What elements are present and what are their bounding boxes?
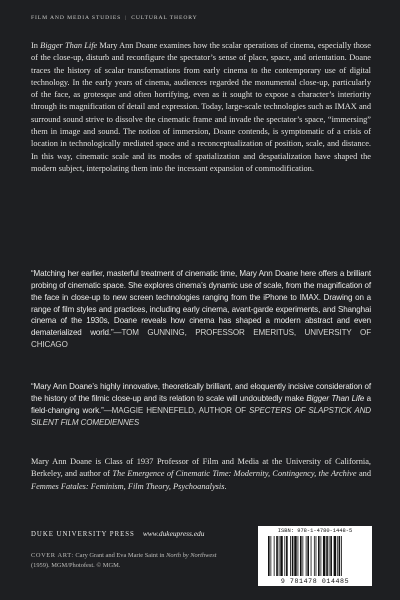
- barcode-bar: [306, 536, 307, 576]
- bio-text: and: [356, 469, 371, 479]
- publisher-line: [31, 529, 204, 538]
- publisher-name: DUKE UNIVERSITY PRESS: [31, 531, 135, 538]
- barcode-bar: [329, 536, 330, 576]
- barcode-bar: [339, 536, 341, 576]
- credit-film-title: North by Northwest: [166, 552, 217, 559]
- attribution-work-title: SPECTERS OF SLAPSTICK AND SILENT FILM COMEDIENNES: [31, 405, 371, 427]
- barcode-bar: [318, 536, 320, 576]
- attribution-dash: —: [113, 328, 122, 338]
- barcode-bar: [330, 536, 332, 576]
- barcode-bar: [276, 536, 278, 576]
- bio-work-title: Femmes Fatales: Feminism, Film Theory, Psychoanalysis: [31, 481, 225, 491]
- barcode-bar: [298, 536, 299, 576]
- bio-text: Mary Ann Doane is Class of 1937 Professor of Film and Media at the University of California, Berkeley, and author of: [31, 457, 371, 479]
- barcode-bar: [284, 536, 285, 576]
- book-description: [31, 40, 371, 175]
- barcode-bar: [314, 536, 315, 576]
- barcode-digits: 9 781478 014485: [280, 578, 350, 585]
- barcode-bar: [279, 536, 280, 576]
- barcode-bar: [274, 536, 275, 576]
- category-cultural-theory: CULTURAL THEORY: [131, 15, 198, 21]
- endorsement-quote-start: “Mary Ann Doane’s highly innovative, theoretically brilliant, and eloquently incisive consideration of the history of the filmic close-up and its relation to scale will undoubtedly make: [31, 382, 371, 403]
- endorsement-gunning: [31, 268, 371, 351]
- barcode-bar: [290, 536, 291, 576]
- barcode-bar: [268, 536, 270, 576]
- barcode-bar: [320, 536, 321, 576]
- barcode-bar: [292, 536, 294, 576]
- bio-text: .: [224, 481, 227, 491]
- isbn-barcode: [258, 526, 372, 586]
- isbn-number: ISBN: 978-1-4780-1448-5: [277, 528, 353, 534]
- endorsement-quote: “Matching her earlier, masterful treatment of cinematic time, Mary Ann Doane here offers a brilliant probing of cinematic space. She explores cinema’s dynamic use of scale, from the magnification of the face in close-up to new screen technologies ranging from the iPhone to IMAX. Drawing on a range of film styles and practices, including early cinema, avant-garde experiments, and Shanghai cinema of the 1930s, Doane reveals how cinema has shaped a modern abstract and even dematerialized world.”: [31, 269, 371, 338]
- description-title: Bigger Than Life: [40, 41, 98, 50]
- cover-art-credit: [31, 551, 236, 571]
- credit-text: (1959). MGM/Photofest. © MGM.: [31, 561, 121, 569]
- barcode-bar: [280, 536, 282, 576]
- credit-label: COVER ART:: [31, 552, 74, 559]
- author-bio: [31, 456, 371, 493]
- barcode-bar: [337, 536, 338, 576]
- attribution-dash: —: [103, 405, 112, 415]
- endorsement-quote-end: a field-changing work.”: [31, 393, 371, 415]
- category-film-media: FILM AND MEDIA STUDIES: [31, 15, 122, 21]
- publisher-url: www.dukeupress.edu: [142, 529, 205, 538]
- barcode-bar: [286, 536, 288, 576]
- barcode-bar: [270, 536, 271, 576]
- category-header: [31, 15, 198, 21]
- barcode-bar: [316, 536, 317, 576]
- barcode-bar: [302, 536, 303, 576]
- barcode-bar: [300, 536, 302, 576]
- description-body: Mary Ann Doane examines how the scalar operations of cinema, especially those of the close-up, disturb and reconfigure the spectator’s sense of place, space, and orientation. Doane traces the history of scalar transformations from early cinema to the contemporary use of digital technology. In the early years of cinema, audiences regarded the monumental close-up, particularly of the face, as grotesque and often horrifying, even as it sought to expose a character’s interiority through its magnification of detail and expression. Today, large-scale technologies such as IMAX and surround sound strive to dissolve the cinematic frame and invade the spectator’s space, “immersing” them in image and sound. The notion of immersion, Doane contends, is symptomatic of a crisis of location in technologically mediated space and a reconceptualization of position, scale, and distance. In this way, cinematic scale and its modes of spatialization and despatialization have shaped the modern subject, interpolating them into the incessant expansion of commodification.: [31, 41, 371, 173]
- barcode-bar: [341, 536, 342, 576]
- endorsement-attribution: TOM GUNNING, PROFESSOR EMERITUS, UNIVERSITY OF CHICAGO: [31, 328, 371, 350]
- endorsement-quote-title: Bigger Than Life: [306, 393, 365, 403]
- barcode-bars: [266, 536, 364, 576]
- barcode-bar: [326, 536, 328, 576]
- endorsement-hennefeld: [31, 381, 371, 428]
- endorsement-attribution: MAGGIE HENNEFELD, AUTHOR OF: [111, 405, 249, 415]
- category-separator: |: [125, 15, 128, 21]
- barcode-bar: [294, 536, 296, 576]
- barcode-bar: [311, 536, 312, 576]
- barcode-bar: [334, 536, 336, 576]
- bio-work-title: The Emergence of Cinematic Time: Modernity, Contingency, the Archive: [112, 469, 357, 479]
- credit-text: Cary Grant and Eva Marie Saint in: [73, 552, 167, 559]
- barcode-bar: [323, 536, 325, 576]
- barcode-bar: [307, 536, 309, 576]
- description-intro: In: [31, 41, 41, 50]
